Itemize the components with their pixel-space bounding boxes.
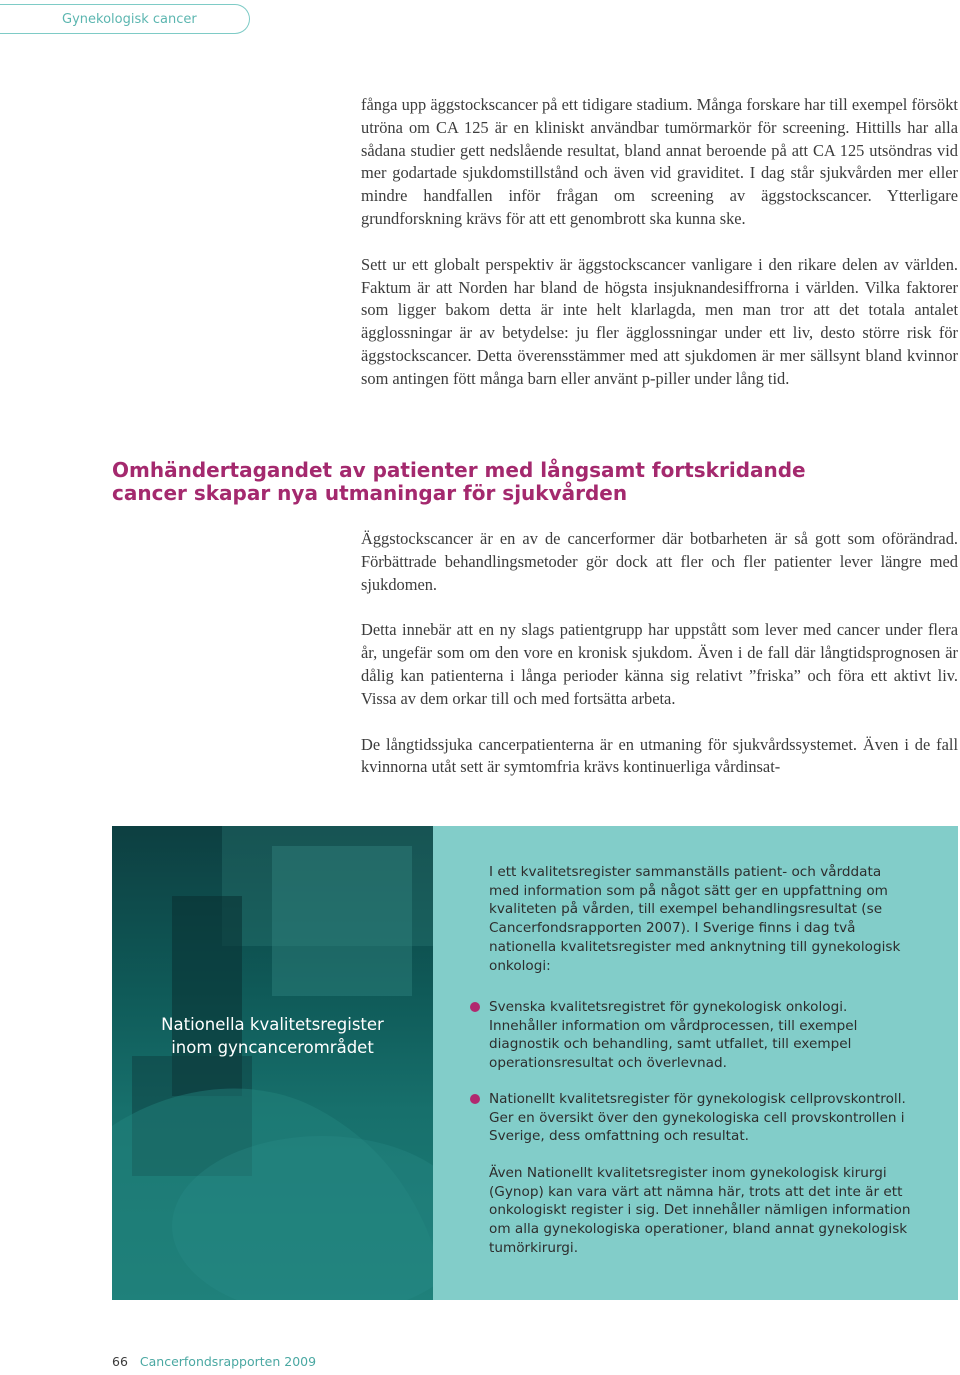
bullet-text: Nationellt kvalitetsregister för gynekologisk cellprovskontroll. Ger en översikt över den gynekologiska cell provskontrollen i Sverige, dess omfattning och resultat. bbox=[489, 1091, 906, 1145]
page-footer bbox=[112, 1354, 316, 1369]
paragraph: fånga upp äggstockscancer på ett tidigare stadium. Många forskare har till exempel försökt utröna om CA 125 är en kliniskt användbar tumörmarkör för screening. Hittills har alla sådana studier gett nedslående resultat, bland annat beroende på att CA 125 utsöndras vid mer godartade sjukdomstillstånd och även vid graviditet. I dag står sjukvården mer eller mindre handfallen inför frågan om screening av äggstockscancer. Ytterligare grundforskning krävs för att ett genombrott ska kunna ske. bbox=[361, 95, 958, 228]
factbox-bullet bbox=[489, 998, 909, 1073]
section-heading-line: cancer skapar nya utmaningar för sjukvården bbox=[112, 481, 628, 505]
paragraph: De långtidssjuka cancerpatienterna är en utmaning för sjukvårdssystemet. Även i de fall kvinnorna utåt sett är symtomfria krävs kontinuerliga vårdinsat- bbox=[361, 734, 958, 777]
paragraph: Äggstockscancer är en av de cancerformer där botbarheten är så gott som oförändrad. Förbättrade behandlingsmetoder gör dock att fler och fler patienter lever längre med sjukdomen. bbox=[361, 529, 958, 594]
photo-illustration bbox=[112, 826, 433, 1300]
body-bottom bbox=[361, 528, 958, 779]
factbox-bullet bbox=[489, 1090, 909, 1146]
factbox-title bbox=[112, 1014, 433, 1059]
factbox-intro: I ett kvalitetsregister sammanställs patient- och vårddata med information som på något sätt ger en uppfattning om kvaliteten på vården, till exempel behandlingsresultat (se Cancerfondsrapporten 2007). I Sverige finns i dag två nationella kvalitetsregister med anknytning till gynekologisk onkologi: bbox=[489, 864, 901, 974]
body-top bbox=[361, 94, 958, 391]
bullet-dot-icon bbox=[470, 1094, 480, 1104]
factbox-title-line: Nationella kvalitetsregister bbox=[161, 1015, 384, 1034]
paragraph: Detta innebär att en ny slags patientgrupp har uppstått som lever med cancer under flera år, ungefär som om den vore en kronisk sjukdom. Även i de fall där långtidsprognosen är dålig kan patienterna i långa perioder känna sig relativt ”friska” och föra ett aktivt liv. Vissa av dem orkar till och med fortsätta arbeta. bbox=[361, 620, 958, 708]
section-heading bbox=[112, 459, 832, 505]
bullet-text: Svenska kvalitetsregistret för gynekologisk onkologi. Innehåller information om vårdprocessen, till exempel diagnostik och behandling, samt utfallet, till exempel operationsresultat och överlevnad. bbox=[489, 999, 858, 1072]
factbox-text bbox=[433, 826, 958, 1300]
section-heading-line: Omhändertagandet av patienter med långsamt fortskridande bbox=[112, 458, 806, 482]
publication-title: Cancerfondsrapporten 2009 bbox=[139, 1354, 317, 1369]
page-number: 66 bbox=[112, 1354, 128, 1369]
section-tab-label: Gynekologisk cancer bbox=[62, 12, 197, 27]
bullet-dot-icon bbox=[470, 1002, 480, 1012]
factbox-outro: Även Nationellt kvalitetsregister inom gynekologisk kirurgi (Gynop) kan vara värt att nämna här, trots att det inte är ett onkologiskt register i sig. Det innehåller nämligen information om alla gynekologiska operationer, bland annat gynekologisk tumörkirurgi. bbox=[489, 1165, 911, 1256]
factbox-title-line: inom gyncancerområdet bbox=[171, 1037, 374, 1057]
section-tab bbox=[0, 4, 250, 34]
paragraph: Sett ur ett globalt perspektiv är äggstockscancer vanligare i den rikare delen av världen. Faktum är att Norden har bland de högsta insjuknandesiffrorna i världen. Vilka faktorer som ligger bakom detta är inte helt klarlagda, men man tror att det totala antalet ägglossningar är av betydelse: ju fler ägglossningar under ett liv, desto större risk för äggstockscancer. Detta överensstämmer med att sjukdomen är mer sällsynt bland kvinnor som antingen fött många barn eller använt p-piller under lång tid. bbox=[361, 254, 958, 388]
factbox-photo bbox=[112, 826, 433, 1300]
